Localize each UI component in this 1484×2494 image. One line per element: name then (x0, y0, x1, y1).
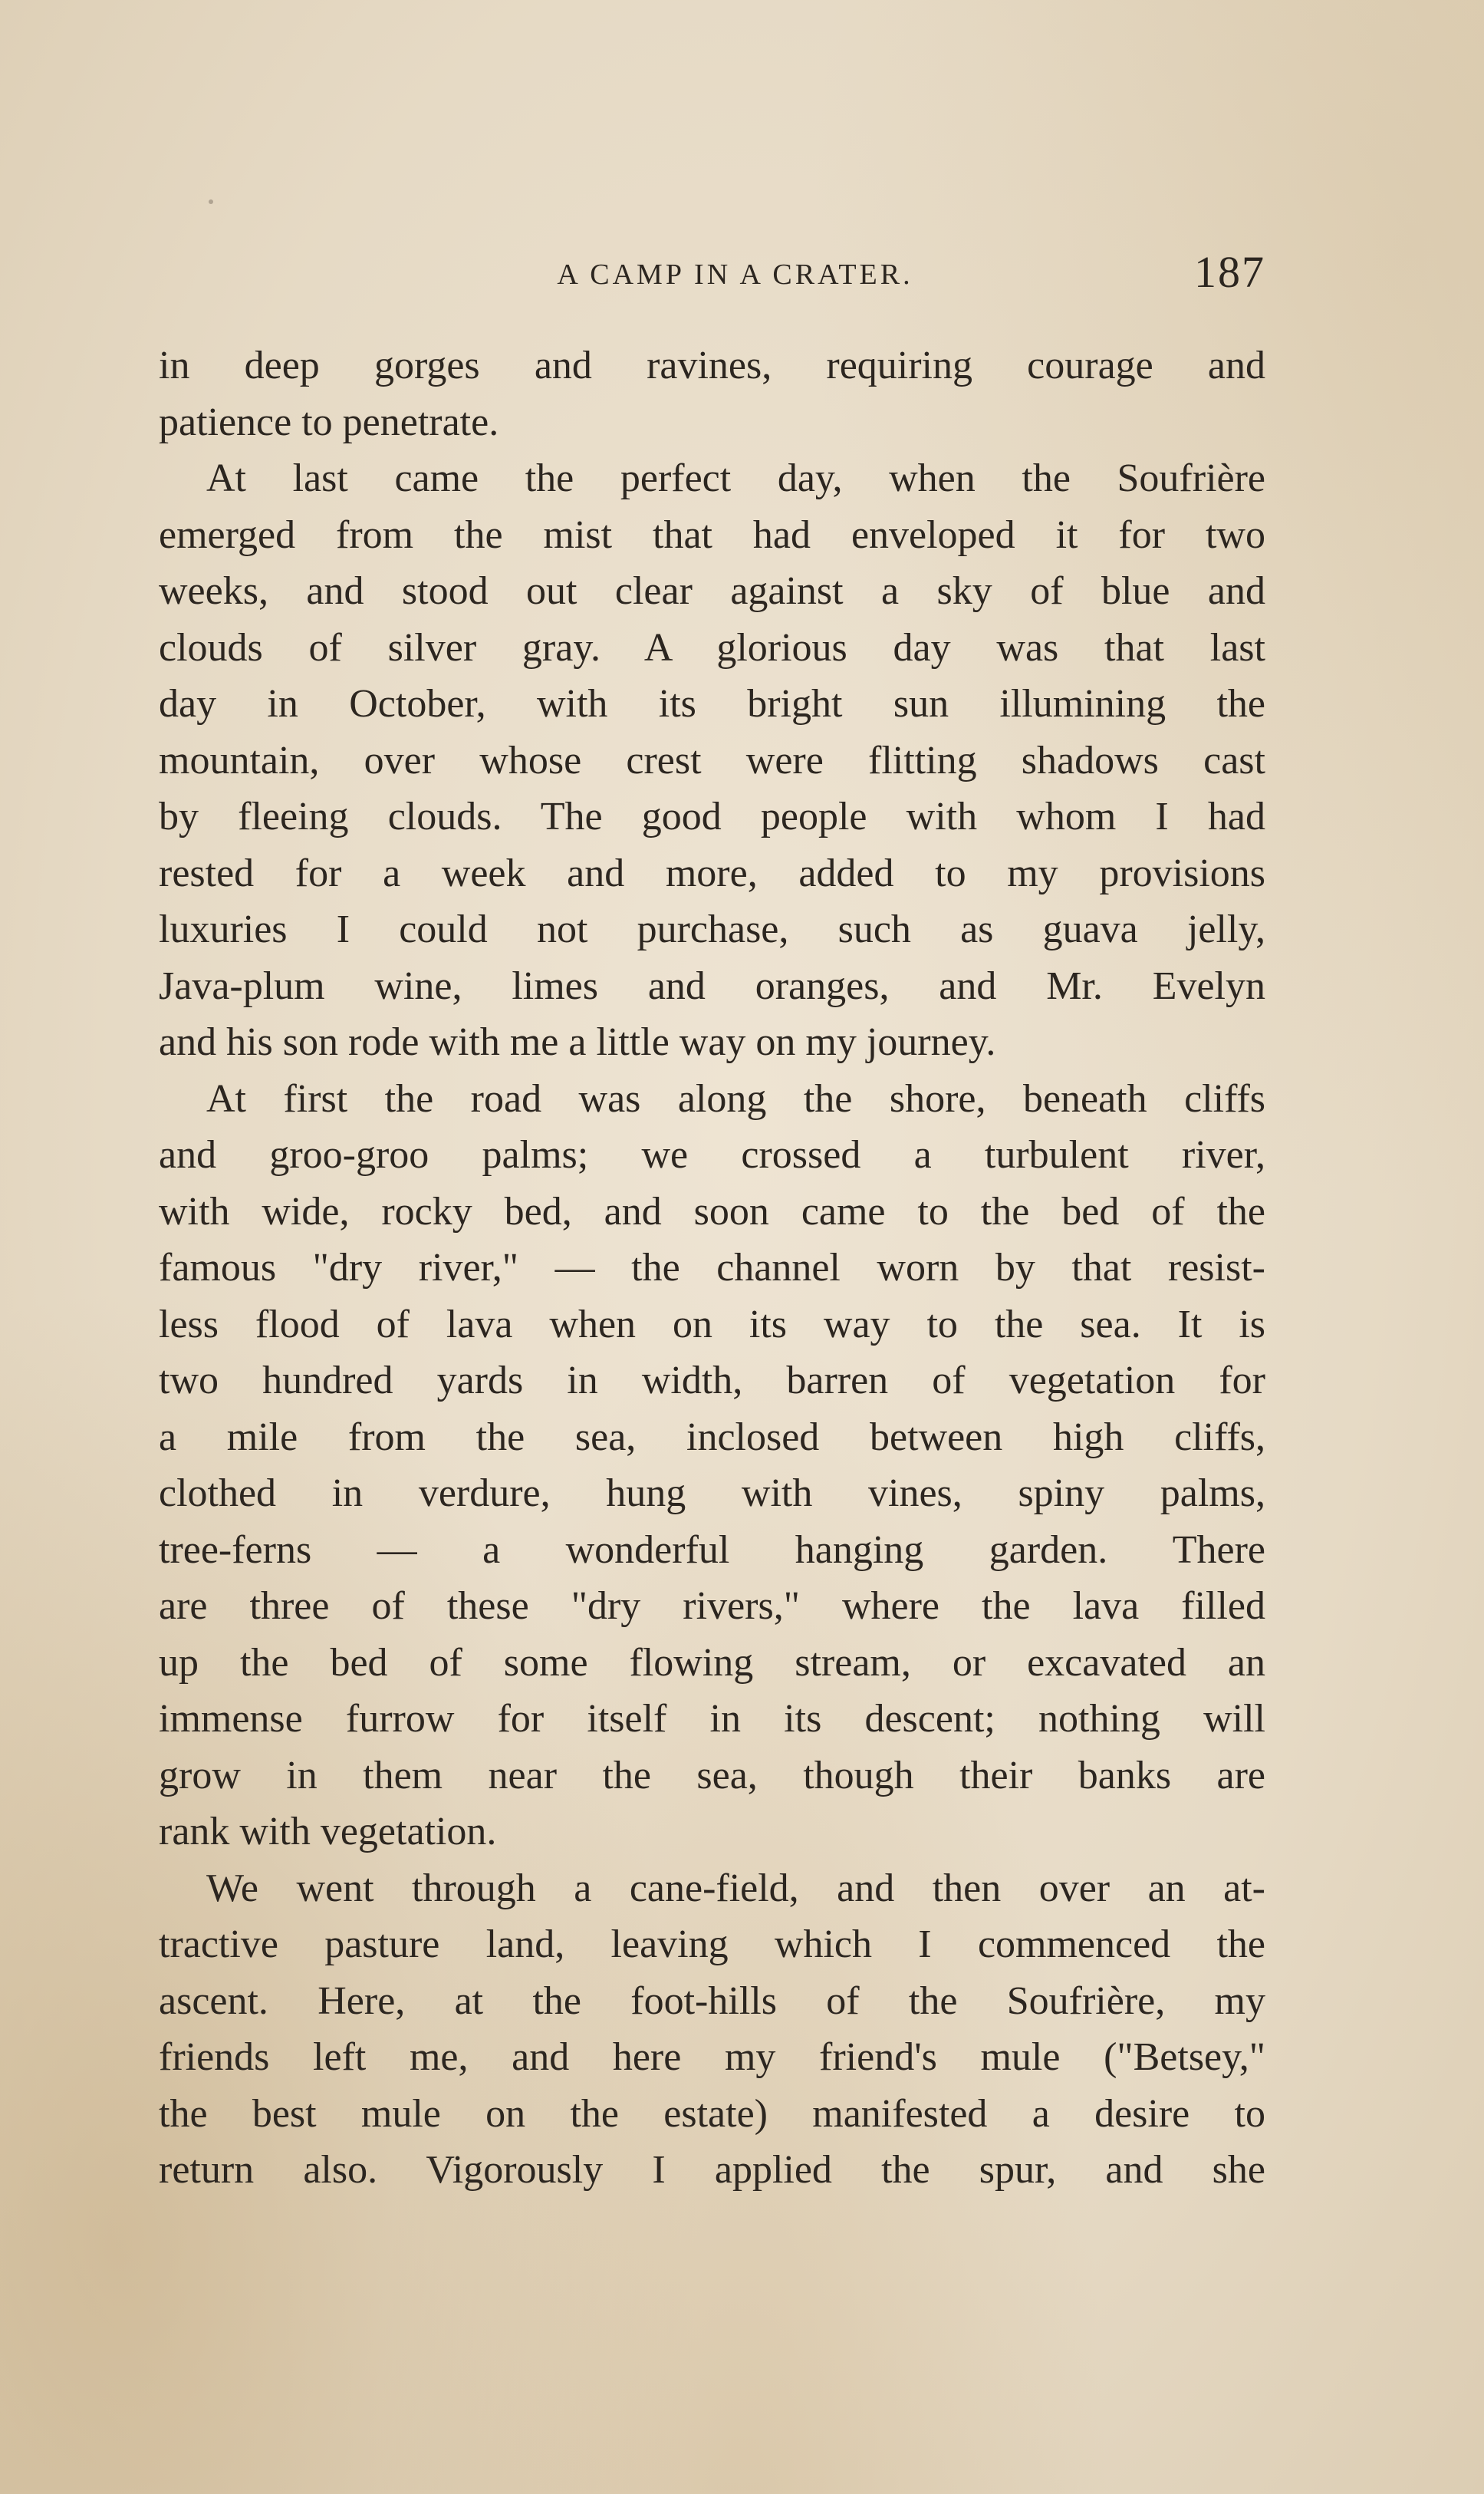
running-head (159, 247, 1265, 305)
paragraph-1 (159, 338, 1265, 450)
text-line: and his son rode with me a little way on my journey. (159, 1020, 996, 1064)
text-line: At last came the perfect day, when the Soufrière (206, 456, 1265, 500)
text-line: immense furrow for itself in its descent; nothing will (159, 1697, 1265, 1741)
text-line: famous "dry river," — the channel worn by that resist- (159, 1246, 1265, 1290)
page-number: 187 (1194, 247, 1265, 297)
text-line: luxuries I could not purchase, such as guava jelly, (159, 908, 1265, 951)
text-line: weeks, and stood out clear against a sky of blue and (159, 569, 1265, 613)
text-line: We went through a cane-field, and then over an at- (206, 1866, 1265, 1910)
text-line: two hundred yards in width, barren of vegetation for (159, 1359, 1265, 1402)
text-line: up the bed of some flowing stream, or excavated an (159, 1640, 1265, 1685)
text-line: less flood of lava when on its way to the sea. It is (159, 1302, 1265, 1346)
paragraph-4 (159, 1860, 1265, 2199)
text-line: rested for a week and more, added to my provisions (159, 851, 1265, 895)
text-line: clouds of silver gray. A glorious day was that last (159, 625, 1265, 670)
running-title: A CAMP IN A CRATER. (557, 259, 913, 291)
text-line: tree-ferns — a wonderful hanging garden. There (159, 1527, 1265, 1572)
text-line: emerged from the mist that had enveloped it for two (159, 512, 1265, 557)
text-line: clothed in verdure, hung with vines, spiny palms, (159, 1471, 1265, 1515)
body-text (159, 338, 1265, 2199)
paragraph-3 (159, 1071, 1265, 1860)
text-line: the best mule on the estate) manifested a desire to (159, 2091, 1265, 2136)
text-line: and groo-groo palms; we crossed a turbulent river, (159, 1133, 1265, 1177)
text-line: are three of these "dry rivers," where the lava filled (159, 1584, 1265, 1628)
text-line: mountain, over whose crest were flitting shadows cast (159, 738, 1265, 782)
text-line: with wide, rocky bed, and soon came to the bed of the (159, 1189, 1265, 1234)
paper-speck (209, 199, 213, 204)
text-line: tractive pasture land, leaving which I commenced the (159, 1922, 1265, 1966)
text-line: ascent. Here, at the foot-hills of the Soufrière, my (159, 1978, 1265, 2023)
text-line: Java-plum wine, limes and oranges, and Mr. Evelyn (159, 964, 1265, 1008)
text-line: day in October, with its bright sun illumining the (159, 682, 1265, 726)
text-line: grow in them near the sea, though their banks are (159, 1753, 1265, 1797)
text-line: rank with vegetation. (159, 1810, 497, 1853)
text-line: friends left me, and here my friend's mule ("Betsey," (159, 2035, 1265, 2079)
paragraph-2 (159, 450, 1265, 1071)
text-line: At first the road was along the shore, beneath cliffs (206, 1076, 1265, 1121)
text-line: a mile from the sea, inclosed between high cliffs, (159, 1415, 1265, 1459)
text-line: return also. Vigorously I applied the spur, and she (159, 2148, 1265, 2192)
text-line: patience to penetrate. (159, 400, 499, 444)
text-line: in deep gorges and ravines, requiring courage and (159, 344, 1265, 387)
text-line: by fleeing clouds. The good people with whom I had (159, 795, 1265, 838)
